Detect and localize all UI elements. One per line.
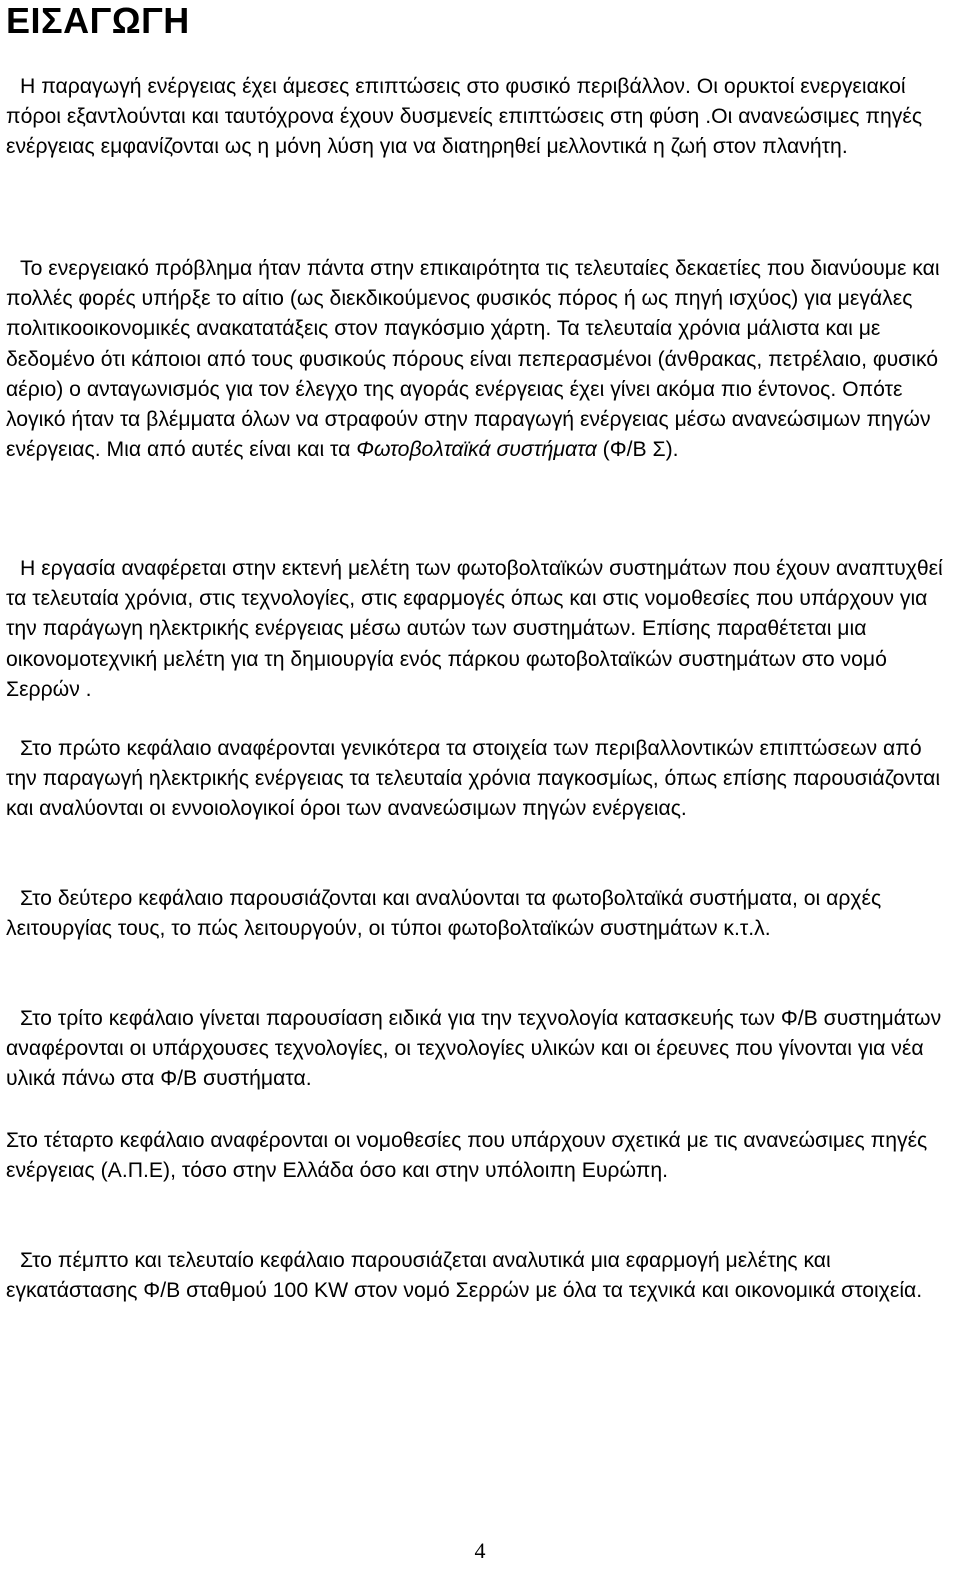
paragraph-intro-text: Η παραγωγή ενέργειας έχει άμεσες επιπτώσεις στο φυσικό περιβάλλον. Οι ορυκτοί ενεργειακοί πόροι εξαντλούνται και ταυτόχρονα έχουν δυσμενείς επιπτώσεις στη φύση .Οι ανανεώσιμες πηγές ενέργειας εμφανίζονται ως η μόνη λύση για να διατηρηθεί μελλοντικά η ζωή στον πλανήτη.: [6, 75, 923, 159]
paragraph-chapter-2-text: Στο δεύτερο κεφάλαιο παρουσιάζονται και αναλύονται τα φωτοβολταϊκά συστήματα, οι αρχές λειτουργίας τους, το πώς λειτουργούν, οι τύποι φωτοβολταϊκών συστημάτων κ.τ.λ.: [6, 887, 882, 941]
paragraph-chapter-4: [6, 1126, 956, 1186]
paragraph-chapter-3: [6, 1004, 956, 1095]
page-title: ΕΙΣΑΓΩΓΗ: [6, 0, 190, 41]
paragraph-energy-problem: [6, 254, 956, 465]
paragraph-energy-problem-text: Το ενεργειακό πρόβλημα ήταν πάντα στην επικαιρότητα τις τελευταίες δεκαετίες που διανύουμε και πολλές φορές υπήρξε το αίτιο (ως διεκδικούμενος φυσικός πόρος ή ως πηγή ισχύος) για μεγάλες πολιτικοοικονομικές ανακατατάξεις στον παγκόσμιο χάρτη. Τα τελευταία χρόνια μάλιστα και με δεδομένο ότι κάποιοι από τους φυσικούς πόρους είναι πεπερασμένοι (άνθρακας, πετρέλαιο, φυσικό αέριο) ο ανταγωνισμός για τον έλεγχο της αγοράς ενέργειας έχει γίνει ακόμα πιο έντονος. Οπότε λογικό ήταν τα βλέμματα όλων να στραφούν στην παραγωγή ενέργειας μέσω ανανεώσιμων πηγών ενέργειας. Μια από αυτές είναι και τα: [6, 257, 940, 462]
paragraph-chapter-1: [6, 734, 956, 825]
paragraph-chapter-2: [6, 884, 956, 944]
paragraph-chapter-4-text: Στο τέταρτο κεφάλαιο αναφέρονται οι νομοθεσίες που υπάρχουν σχετικά με τις ανανεώσιμες πηγές ενέργειας (Α.Π.Ε), τόσο στην Ελλάδα όσο και στην υπόλοιπη Ευρώπη.: [6, 1129, 928, 1183]
paragraph-chapter-3-text: Στο τρίτο κεφάλαιο γίνεται παρουσίαση ειδικά για την τεχνολογία κατασκευής των Φ/Β συστημάτων αναφέρονται οι υπάρχουσες τεχνολογίες, οι τεχνολογίες υλικών και οι έρευνες που γίνονται για νέα υλικά πάνω στα Φ/Β συστήματα.: [6, 1007, 942, 1091]
paragraph-chapter-5: [6, 1246, 956, 1306]
paragraph-thesis-scope-text: Η εργασία αναφέρεται στην εκτενή μελέτη των φωτοβολταϊκών συστημάτων που έχουν αναπτυχθεί τα τελευταία χρόνια, στις τεχνολογίες, στις εφαρμογές όπως και στις νομοθεσίες που υπάρχουν για την παράγωγη ηλεκτρικής ενέργειας μέσω αυτών των συστημάτων. Επίσης παραθέτεται μια οικονομοτεχνική μελέτη για τη δημιουργία ενός πάρκου φωτοβολταϊκών συστημάτων στο νομό Σερρών .: [6, 557, 943, 701]
italic-term: Φωτοβολταϊκά συστήματα: [356, 438, 597, 462]
paragraph-chapter-5-text: Στο πέμπτο και τελευταίο κεφάλαιο παρουσιάζεται αναλυτικά μια εφαρμογή μελέτης και εγκατάστασης Φ/Β σταθμού 100 KW στον νομό Σερρών με όλα τα τεχνικά και οικονομικά στοιχεία.: [6, 1249, 923, 1303]
paragraph-thesis-scope: [6, 554, 956, 705]
paragraph-intro: [6, 72, 956, 163]
paragraph-energy-problem-end: (Φ/Β Σ).: [596, 438, 679, 462]
page-number: 4: [474, 1538, 486, 1563]
paragraph-chapter-1-text: Στο πρώτο κεφάλαιο αναφέρονται γενικότερα τα στοιχεία των περιβαλλοντικών επιπτώσεων από την παραγωγή ηλεκτρικής ενέργειας τα τελευταία χρόνια παγκοσμίως, όπως επίσης παρουσιάζονται και αναλύονται οι εννοιολογικοί όροι των ανανεώσιμων πηγών ενέργειας.: [6, 737, 941, 821]
